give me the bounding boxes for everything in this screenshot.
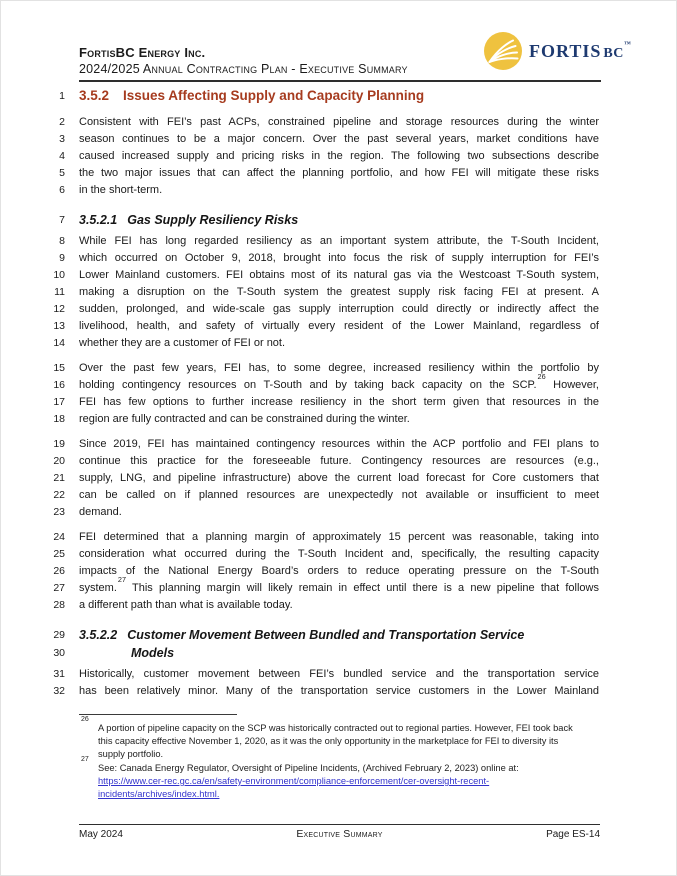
heading-number: 3.5.2.1 [79,213,118,227]
text-line [41,597,601,614]
text-line [41,114,601,131]
footnote-link[interactable]: incidents/archives/index.html. [98,789,220,799]
line-number: 26 [53,565,65,577]
line-number: 25 [53,548,65,560]
text-line [41,411,601,428]
heading-title: Customer Movement Between Bundled and Transportation Service [127,628,525,642]
line-text: the two major issues that can affect the planning portfolio, and how FEI will mitigate these risks [79,167,599,179]
line-number: 17 [53,396,65,408]
text-line [41,182,601,199]
line-number: 2 [59,116,65,128]
text-line [41,148,601,165]
document-title: 2024/2025 Annual Contracting Plan - Executive Summary [79,62,408,76]
line-text: impacts of the National Energy Board’s orders to reduce operating pressure on the T-South [79,565,599,577]
line-text: a different path than what is available today. [79,599,293,611]
footnote-line [98,788,599,801]
line-text: making a disruption on the T-South system the greatest supply risk facing FEI at present. A [79,286,599,298]
footnote-line: A portion of pipeline capacity on the SCP was historically contracted out to regional parties. However, FEI took back [98,723,573,733]
line-text: Historically, customer movement between FEI’s bundled service and the transportation service [79,668,599,680]
text-line [41,165,601,182]
wordmark-fortis: FORTIS [529,40,602,61]
footnote-link[interactable]: https://www.cer-rec.gc.ca/en/safety-environment/compliance-enforcement/cer-oversight-recent- [98,776,490,786]
line-number: 27 [53,582,65,594]
line-number: 7 [59,214,65,226]
page-footer [79,824,600,841]
text-line [41,683,601,700]
heading-text [79,626,599,644]
line-number: 3 [59,133,65,145]
section-heading [41,626,601,644]
text-line [41,487,601,504]
text-line [41,504,601,521]
line-number: 1 [59,90,65,102]
line-number: 21 [53,472,65,484]
document-body [41,80,601,700]
heading-number: 3.5.2 [79,88,110,103]
text-line [41,529,601,546]
line-number: 28 [53,599,65,611]
text-line [41,233,601,250]
line-number: 24 [53,531,65,543]
heading-text: Models [131,646,175,660]
text-line [41,436,601,453]
text-line [41,666,601,683]
footnote-ref: 27 [117,575,127,585]
line-text: in the short-term. [79,184,163,196]
text-line [41,360,601,377]
line-number: 13 [53,320,65,332]
wordmark-bc: BC [603,45,624,61]
line-text: consideration what occurred during the T-South Incident and, specifically, the resulting capacity [79,548,599,560]
line-number: 32 [53,685,65,697]
heading-title: Gas Supply Resiliency Risks [127,213,299,227]
line-text: whether they are a customer of FEI or not. [79,337,286,349]
footer-date: May 2024 [79,829,123,840]
line-text: sudden, prolonged, and wide-scale gas supply interruption could directly or indirectly affect the [79,303,599,315]
line-text: Lower Mainland customers. FEI obtains most of its natural gas via the Westcoast T-South system, [79,269,599,281]
line-text: caused increased supply and pricing risks in the region. The following two subsections describe [79,150,599,162]
text-line [41,394,601,411]
line-number: 15 [53,362,65,374]
text-line [41,470,601,487]
page-header [79,44,479,77]
footnote-separator [79,714,237,715]
section-heading [41,211,601,229]
heading-text [79,86,599,106]
text-line [41,335,601,352]
line-text: system.$^{27}$ This planning margin will likely remain in effect until there is a new pipeline that follows [79,575,599,594]
line-text: FEI determined that a planning margin of approximately 15 percent was reasonable, taking into [79,531,599,543]
heading-number: 3.5.2.2 [79,628,118,642]
line-number: 18 [53,413,65,425]
line-text: Over the past few years, FEI has, to some degree, increased resiliency within the portfolio by [79,362,599,374]
heading-title: Issues Affecting Supply and Capacity Planning [123,88,425,103]
footnote-line: See: Canada Energy Regulator, Oversight of Pipeline Incidents, (Archived February 2, 2023) online at: [98,763,519,773]
line-text: FEI has few options to further increase resiliency in the short term given that resources in the [79,396,599,408]
footnote-ref: 26 [537,372,546,382]
footer-rule [79,824,600,825]
line-number: 22 [53,489,65,501]
text-line [41,546,601,563]
line-text: Consistent with FEI’s past ACPs, constrained pipeline and storage resources during the winter [79,116,599,128]
line-text: supply, LNG, and pipeline infrastructure) above the current load forecast for Core customers that [79,472,599,484]
footnote-line: this capacity effective November 1, 2020, as it was the only opportunity in the marketplace for FEI to diversity its [98,736,559,746]
line-text: season continues to be a major concern. Over the past several years, market conditions have [79,133,599,145]
text-line [41,372,601,394]
line-text: region are fully contracted and can be constrained during the winter. [79,413,410,425]
fortisbc-wordmark [529,41,631,62]
line-number: 30 [53,647,65,659]
line-number: 9 [59,252,65,264]
line-number: 11 [54,286,65,298]
heading-text [79,211,599,229]
line-number: 16 [53,379,65,391]
line-number: 4 [59,150,65,162]
line-text: continue this practice for the foreseeable future. Contingency resources are resources (e.g., [79,455,599,467]
text-line [41,318,601,335]
footer-section-title: Executive Summary [296,828,383,840]
text-line [41,250,601,267]
text-line [41,284,601,301]
line-text: While FEI has long regarded resiliency as an important system attribute, the T-South Incident, [79,235,599,247]
text-line [41,267,601,284]
line-number: 19 [53,438,65,450]
footer-page-number: Page ES-14 [546,829,601,840]
line-text: livelihood, health, and safety of virtually every resident of the Lower Mainland, regardless of [79,320,599,332]
line-text: which occurred on October 9, 2018, brought into focus the risk of supply interruption for FEI’s [79,252,599,264]
line-text: demand. [79,506,122,518]
trademark-symbol: ™ [623,39,631,48]
line-text: has been relatively minor. Many of the transportation service customers in the Lower Mainland [79,685,599,697]
line-text: holding contingency resources on T-South and by taking back capacity on the SCP.$^{26}$ However, [79,372,599,391]
line-number: 5 [59,167,65,179]
footnotes-section [79,714,599,802]
footnote-line: supply portfolio. [98,749,164,759]
fortisbc-logo-icon [483,31,523,71]
fortisbc-logo [483,31,631,71]
company-name: FortisBC Energy Inc. [79,45,206,60]
footnote-line [98,775,599,788]
line-number: 29 [53,629,65,641]
line-number: 14 [53,337,65,349]
line-number: 12 [53,303,65,315]
text-line [41,575,601,597]
text-line [41,301,601,318]
line-number: 10 [53,269,65,281]
line-number: 6 [59,184,65,196]
text-line [41,131,601,148]
line-number: 20 [53,455,65,467]
footnote: 26 A portion of pipeline capacity on the SCP was historically contracted out to regional parties. However, FEI took back this capacity effective November 1, 2020, as it was the only opportunity in the marketplace for FEI to diversity its supply portfolio. [79,722,599,761]
text-line [41,453,601,470]
section-heading-cont [41,644,601,662]
line-number: 31 [53,668,65,680]
line-number: 8 [59,235,65,247]
footnote: 27 See: Canada Energy Regulator, Oversight of Pipeline Incidents, (Archived February 2, 2023) online at: https://www.cer-rec.gc.ca/en/safety-environment/compliance-enforcement/cer-oversight-recent- incidents/archives/index.html. [79,762,599,801]
section-heading [41,86,601,106]
line-number: 23 [53,506,65,518]
line-text: can be called on if planned resources are unexpectedly not available or insufficient to meet [79,489,599,501]
line-text: Since 2019, FEI has maintained contingency resources within the ACP portfolio and FEI plans to [79,438,599,450]
